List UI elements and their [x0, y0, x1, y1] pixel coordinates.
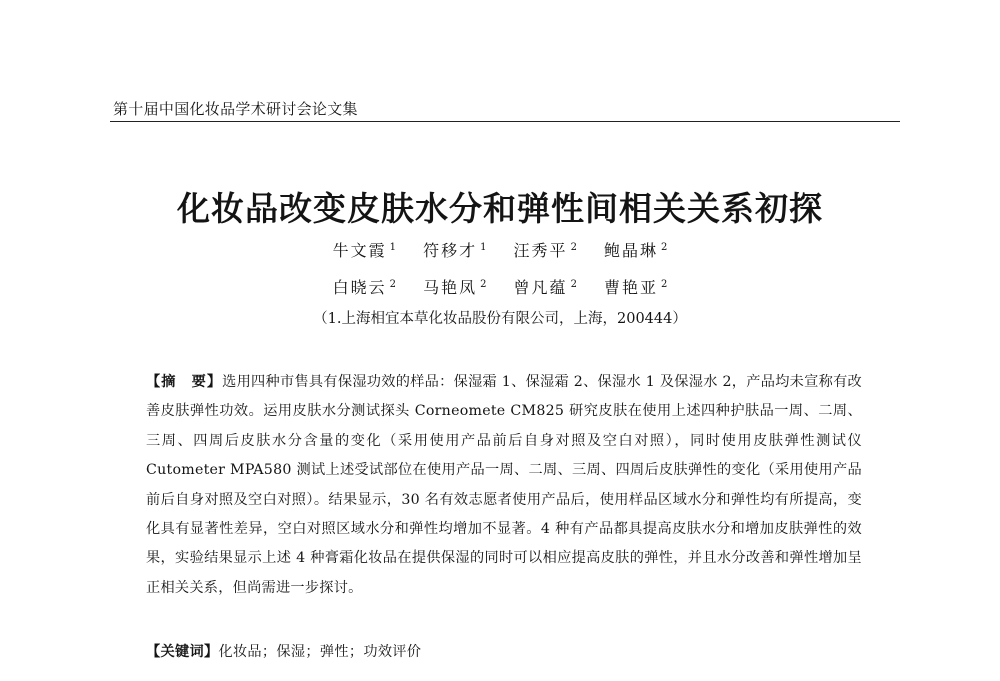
author [604, 275, 667, 298]
author [423, 275, 486, 298]
author-name: 牛文霞 [332, 241, 387, 260]
header-rule [110, 121, 900, 122]
author [604, 238, 667, 261]
running-head: 第十届中国化妆品学术研讨会论文集 [113, 100, 358, 118]
affiliation-mark: 2 [661, 241, 668, 253]
author-name: 汪秀平 [513, 241, 568, 260]
abstract-label: 【摘 要】 [146, 374, 223, 390]
abstract [146, 368, 862, 603]
keywords [146, 641, 862, 661]
affiliation-mark: 1 [480, 241, 487, 253]
keywords-text: 化妆品；保湿；弹性；功效评价 [218, 644, 422, 660]
article-title: 化妆品改变皮肤水分和弹性间相关关系初探 [177, 189, 823, 228]
affiliation-mark: 2 [570, 278, 577, 290]
affiliation-mark: 1 [389, 241, 396, 253]
author [514, 238, 577, 261]
keywords-label: 【关键词】 [146, 644, 219, 660]
author-name: 白晓云 [332, 278, 387, 297]
affiliation-mark: 2 [570, 241, 577, 253]
abstract-text: 选用四种市售具有保湿功效的样品：保湿霜 1、保湿霜 2、保湿水 1 及保湿水 2，产品均未宣称有改善皮肤弹性功效。运用皮肤水分测试探头 Corneomete CM825 研究皮肤在使用上述四种护肤品一周、二周、三周、四周后皮肤水分含量的变化（采用使用产品前后自身对照及空白对照），同时使用皮肤弹性测试仪 Cutometer MPA580 测试上述受试部位在使用产品一周、二周、三周、四周后皮肤弹性的变化（采用使用产品前后自身对照及空白对照）。结果显示，30 名有效志愿者使用产品后，使用样品区域水分和弹性均有所提高，变化具有显著性差异，空白对照区域水分和弹性均增加不显著。4 种有产品都具提高皮肤水分和增加皮肤弹性的效果，实验结果显示上述 4 种膏霜化妆品在提供保湿的同时可以相应提高皮肤的弹性，并且水分改善和弹性增加呈正相关关系，但尚需进一步探讨。 [146, 374, 862, 596]
affiliation-mark: 2 [480, 278, 487, 290]
author [333, 238, 396, 261]
author-name: 曾凡蕴 [513, 278, 568, 297]
author-list-row-2 [0, 275, 1000, 298]
author-list-row-1 [0, 238, 1000, 261]
author-name: 符移才 [423, 241, 478, 260]
author-name: 鲍晶琳 [604, 241, 659, 260]
affiliation-mark: 2 [661, 278, 668, 290]
author-name: 马艳凤 [423, 278, 478, 297]
author-name: 曹艳亚 [604, 278, 659, 297]
author [514, 275, 577, 298]
author [423, 238, 486, 261]
affiliation: （1.上海相宜本草化妆品股份有限公司，上海，200444） [313, 311, 687, 327]
author [333, 275, 396, 298]
affiliation-mark: 2 [389, 278, 396, 290]
